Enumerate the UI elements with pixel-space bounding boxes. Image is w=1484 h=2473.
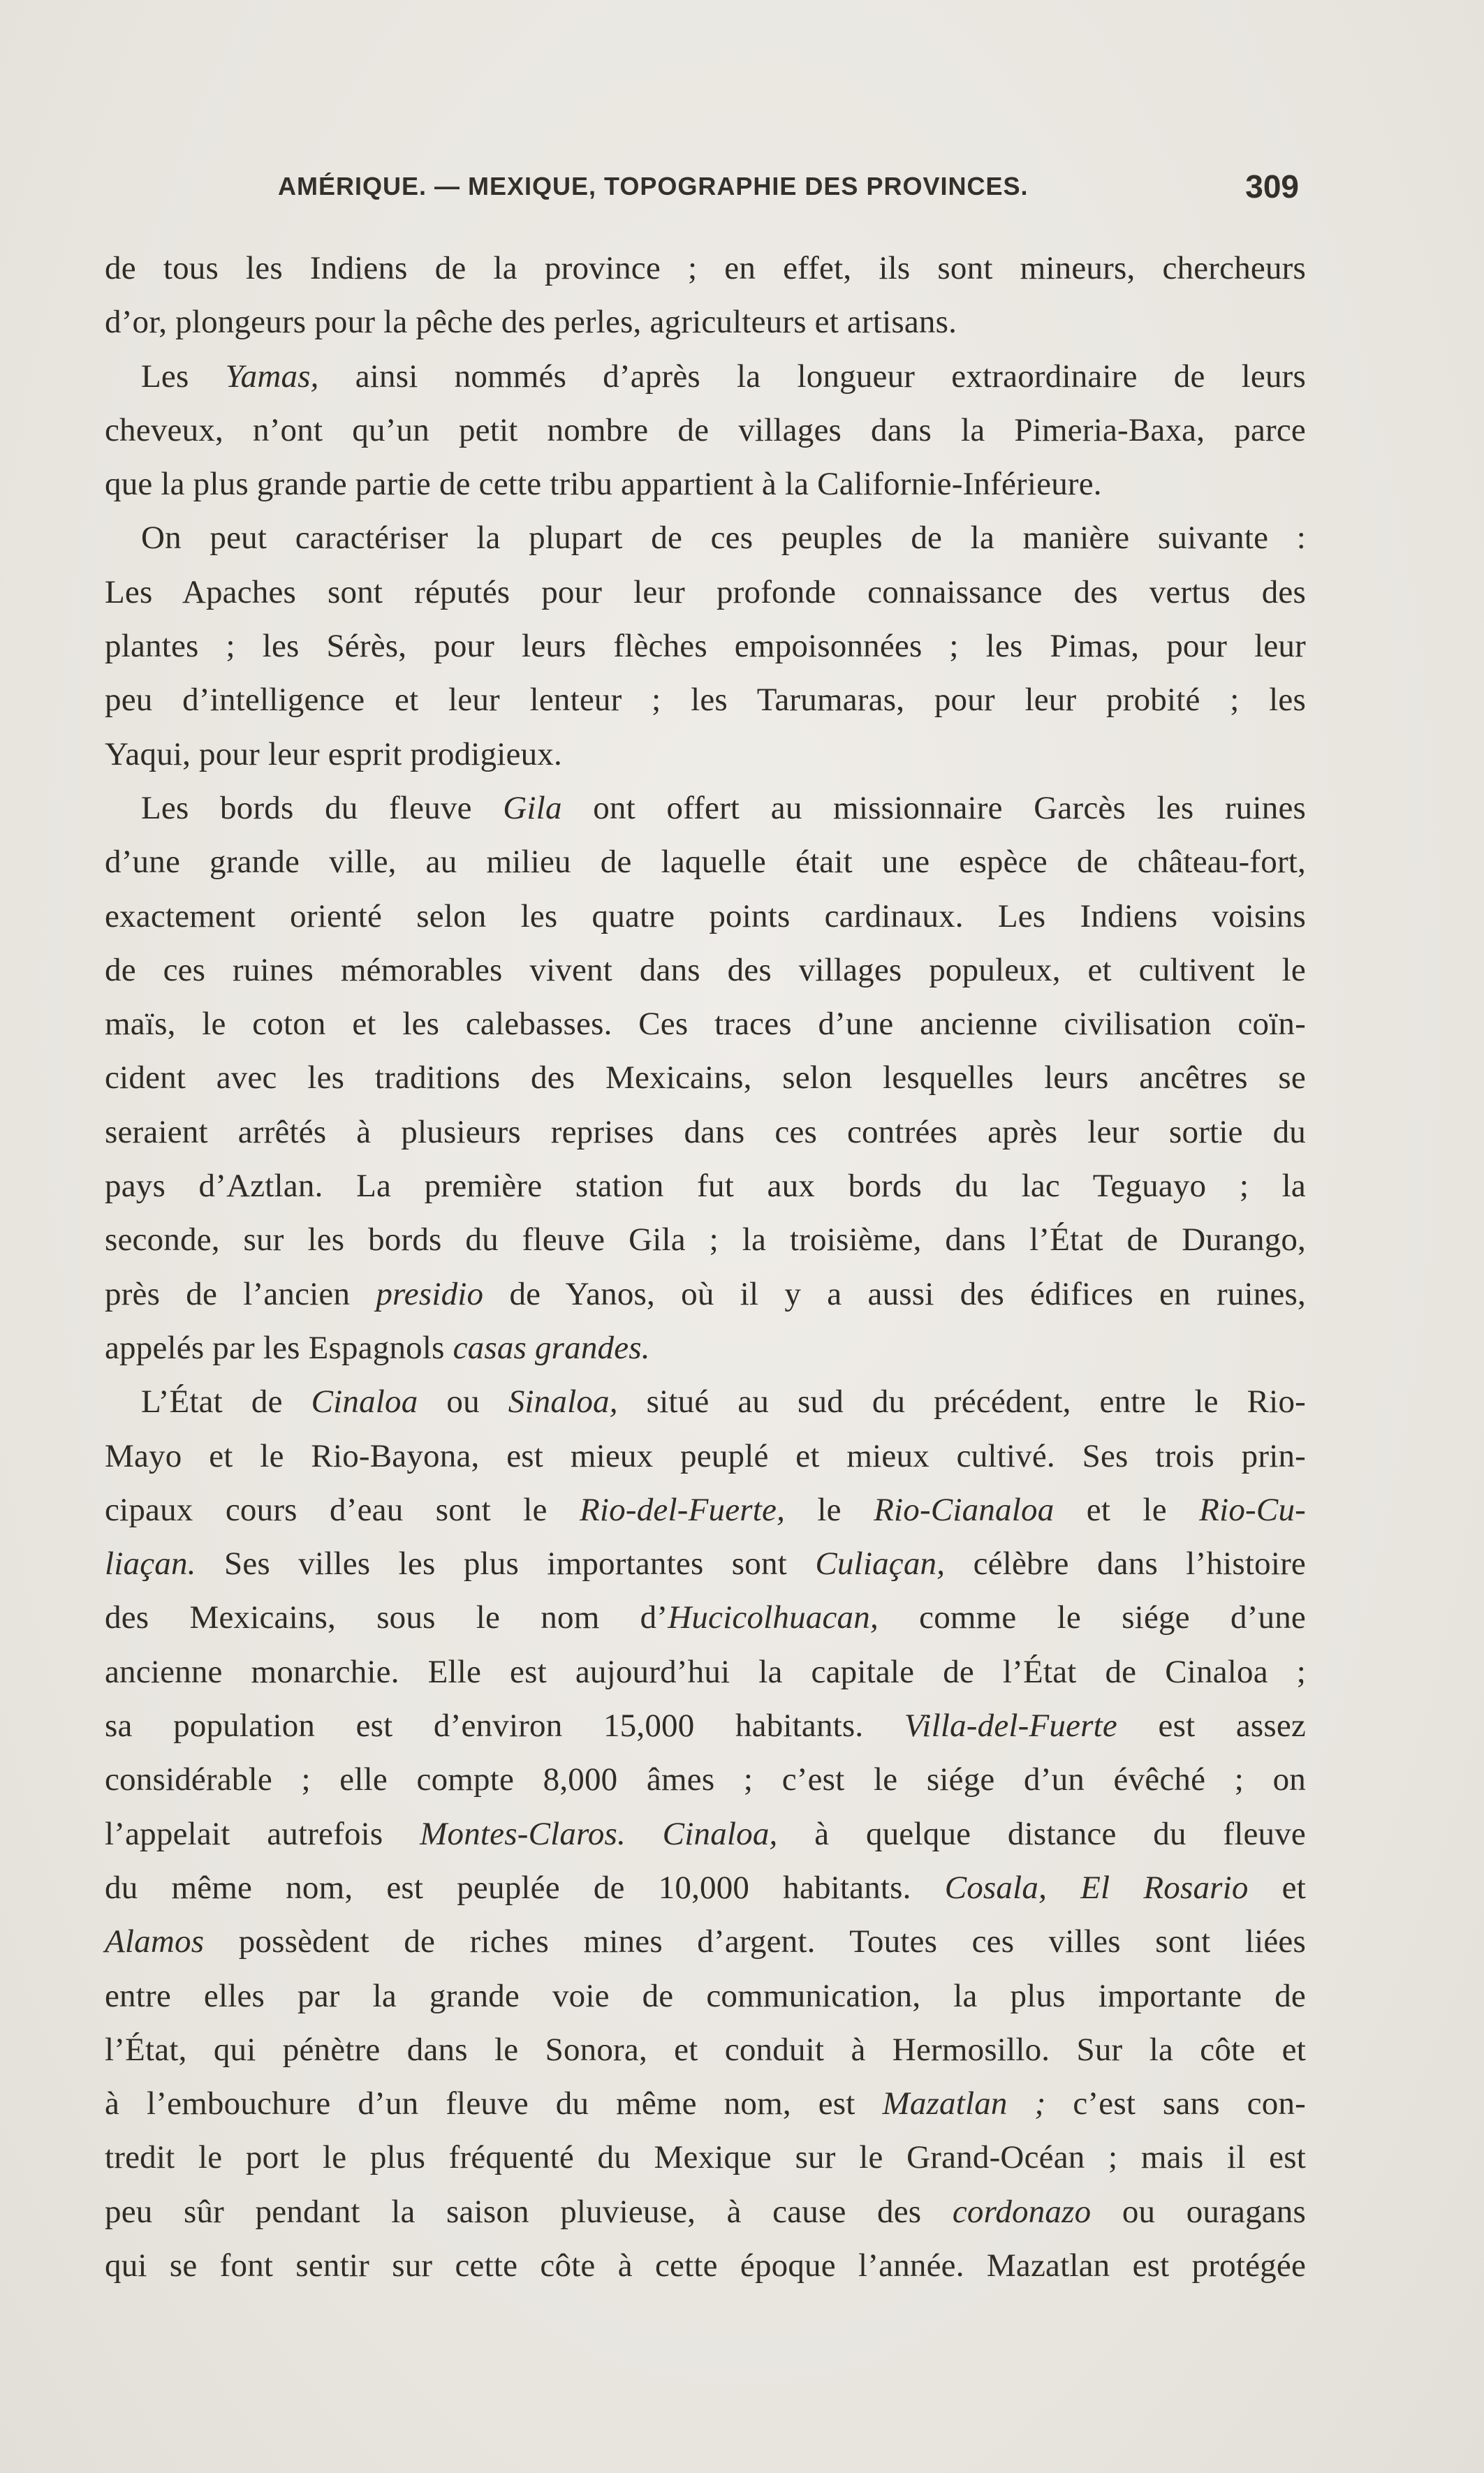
page-header: [272, 168, 1299, 214]
text-line: appelés par les Espagnols casas grandes.: [105, 1329, 650, 1366]
text-line: ancienne monarchie. Elle est aujourd’hui la capitale de l’État de Cinaloa ;: [105, 1653, 1306, 1690]
text-line: d’une grande ville, au milieu de laquelle était une espèce de château-fort,: [105, 844, 1306, 881]
text-line: l’État, qui pénètre dans le Sonora, et conduit à Hermosillo. Sur la côte et: [105, 2031, 1306, 2068]
text-line: maïs, le coton et les calebasses. Ces traces d’une ancienne civilisation coïn-: [105, 1006, 1306, 1043]
text-line: Les Yamas, ainsi nommés d’après la longueur extraordinaire de leurs: [141, 358, 1306, 395]
text-line: peu d’intelligence et leur lenteur ; les Tarumaras, pour leur probité ; les: [105, 682, 1306, 719]
text-line: qui se font sentir sur cette côte à cette époque l’année. Mazatlan est protégée: [105, 2247, 1306, 2284]
text-line: sa population est d’environ 15,000 habitants. Villa-del-Fuerte est assez: [105, 1708, 1306, 1745]
text-line: cheveux, n’ont qu’un petit nombre de villages dans la Pimeria-Baxa, parce: [105, 411, 1306, 448]
text-line: que la plus grande partie de cette tribu appartient à la Californie-Inférieure.: [105, 466, 1102, 503]
text-line: cipaux cours d’eau sont le Rio-del-Fuerte, le Rio-Cianaloa et le Rio-Cu-: [105, 1491, 1306, 1528]
text-line: seraient arrêtés à plusieurs reprises dans ces contrées après leur sortie du: [105, 1113, 1306, 1150]
text-line: l’appelait autrefois Montes-Claros. Cinaloa, à quelque distance du fleuve: [105, 1815, 1306, 1852]
text-line: considérable ; elle compte 8,000 âmes ; c’est le siége d’un évêché ; on: [105, 1761, 1306, 1798]
text-line: entre elles par la grande voie de communication, la plus importante de: [105, 1977, 1306, 2014]
text-line: près de l’ancien presidio de Yanos, où il y a aussi des édifices en ruines,: [105, 1275, 1306, 1312]
text-line: Les Apaches sont réputés pour leur profonde connaissance des vertus des: [105, 573, 1306, 610]
text-line: des Mexicains, sous le nom d’Hucicolhuacan, comme le siége d’une: [105, 1599, 1306, 1636]
text-line: cident avec les traditions des Mexicains, selon lesquelles leurs ancêtres se: [105, 1059, 1306, 1096]
text-line: liaçan. Ses villes les plus importantes sont Culiaçan, célèbre dans l’histoire: [105, 1546, 1306, 1583]
text-line: On peut caractériser la plupart de ces peuples de la manière suivante :: [141, 520, 1306, 557]
body-text: [105, 242, 1306, 2293]
text-line: Yaqui, pour leur esprit prodigieux.: [105, 735, 562, 772]
running-title: AMÉRIQUE. — MEXIQUE, TOPOGRAPHIE DES PROVINCES.: [278, 172, 1029, 200]
text-line: de tous les Indiens de la province ; en effet, ils sont mineurs, chercheurs: [105, 250, 1306, 286]
text-line: Les bords du fleuve Gila ont offert au missionnaire Garcès les ruines: [141, 789, 1307, 826]
text-line: seconde, sur les bords du fleuve Gila ; la troisième, dans l’État de Durango,: [105, 1221, 1306, 1258]
text-line: du même nom, est peuplée de 10,000 habitants. Cosala, El Rosario et: [105, 1869, 1306, 1906]
text-line: à l’embouchure d’un fleuve du même nom, est Mazatlan ; c’est sans con-: [105, 2085, 1306, 2122]
text-line: plantes ; les Sérès, pour leurs flèches empoisonnées ; les Pimas, pour leur: [105, 628, 1306, 665]
text-line: de ces ruines mémorables vivent dans des villages populeux, et cultivent le: [105, 951, 1306, 988]
text-line: tredit le port le plus fréquenté du Mexique sur le Grand-Océan ; mais il est: [105, 2139, 1306, 2176]
text-line: L’État de Cinaloa ou Sinaloa, situé au sud du précédent, entre le Rio-: [141, 1384, 1306, 1421]
text-line: exactement orienté selon les quatre points cardinaux. Les Indiens voisins: [105, 897, 1306, 934]
text-line: pays d’Aztlan. La première station fut aux bords du lac Teguayo ; la: [105, 1168, 1306, 1205]
text-line: Alamos possèdent de riches mines d’argent. Toutes ces villes sont liées: [105, 1923, 1306, 1960]
text-line: d’or, plongeurs pour la pêche des perles, agriculteurs et artisans.: [105, 304, 957, 341]
text-line: Mayo et le Rio-Bayona, est mieux peuplé et mieux cultivé. Ses trois prin-: [105, 1437, 1306, 1474]
page-number: 309: [1245, 168, 1299, 205]
text-line: peu sûr pendant la saison pluvieuse, à cause des cordonazo ou ouragans: [105, 2193, 1306, 2230]
